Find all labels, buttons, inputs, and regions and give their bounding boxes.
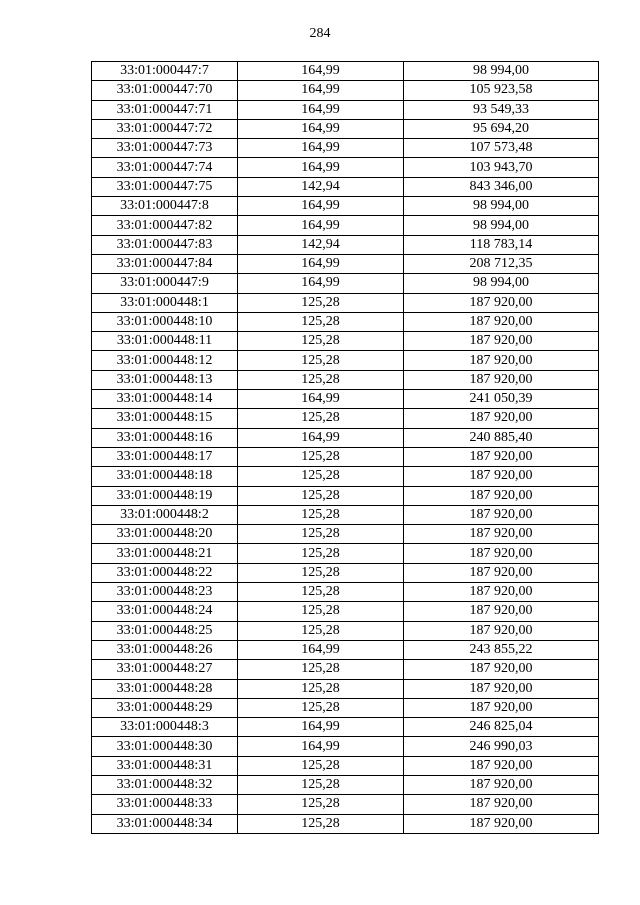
cadastral-number-cell: 33:01:000448:26 <box>92 640 238 659</box>
value-cell: 98 994,00 <box>404 274 599 293</box>
table-row <box>92 254 599 273</box>
value-cell: 187 920,00 <box>404 370 599 389</box>
rate-cell: 125,28 <box>238 660 404 679</box>
rate-cell: 142,94 <box>238 177 404 196</box>
table-row <box>92 216 599 235</box>
value-cell: 187 920,00 <box>404 679 599 698</box>
table-row <box>92 679 599 698</box>
value-cell: 93 549,33 <box>404 100 599 119</box>
table-row <box>92 158 599 177</box>
cadastral-number-cell: 33:01:000448:31 <box>92 756 238 775</box>
value-cell: 187 920,00 <box>404 409 599 428</box>
value-cell: 187 920,00 <box>404 351 599 370</box>
value-cell: 98 994,00 <box>404 197 599 216</box>
cadastral-number-cell: 33:01:000447:72 <box>92 119 238 138</box>
value-cell: 187 920,00 <box>404 795 599 814</box>
rate-cell: 164,99 <box>238 718 404 737</box>
cadastral-number-cell: 33:01:000447:7 <box>92 62 238 81</box>
cadastral-number-cell: 33:01:000448:11 <box>92 332 238 351</box>
value-cell: 187 920,00 <box>404 447 599 466</box>
cadastral-number-cell: 33:01:000448:2 <box>92 505 238 524</box>
value-cell: 843 346,00 <box>404 177 599 196</box>
rate-cell: 125,28 <box>238 332 404 351</box>
value-cell: 187 920,00 <box>404 544 599 563</box>
rate-cell: 125,28 <box>238 795 404 814</box>
cadastral-number-cell: 33:01:000447:73 <box>92 139 238 158</box>
rate-cell: 125,28 <box>238 351 404 370</box>
cadastral-number-cell: 33:01:000448:34 <box>92 814 238 833</box>
table-row <box>92 274 599 293</box>
table-row <box>92 447 599 466</box>
value-cell: 187 920,00 <box>404 332 599 351</box>
rate-cell: 164,99 <box>238 197 404 216</box>
cadastral-number-cell: 33:01:000448:16 <box>92 428 238 447</box>
table-row <box>92 795 599 814</box>
rate-cell: 125,28 <box>238 370 404 389</box>
value-cell: 187 920,00 <box>404 583 599 602</box>
cadastral-number-cell: 33:01:000448:10 <box>92 312 238 331</box>
value-cell: 107 573,48 <box>404 139 599 158</box>
value-cell: 243 855,22 <box>404 640 599 659</box>
cadastral-number-cell: 33:01:000448:30 <box>92 737 238 756</box>
cadastral-number-cell: 33:01:000448:18 <box>92 467 238 486</box>
value-cell: 246 825,04 <box>404 718 599 737</box>
rate-cell: 164,99 <box>238 390 404 409</box>
rate-cell: 164,99 <box>238 119 404 138</box>
cadastral-number-cell: 33:01:000448:21 <box>92 544 238 563</box>
rate-cell: 125,28 <box>238 698 404 717</box>
rate-cell: 125,28 <box>238 602 404 621</box>
value-cell: 187 920,00 <box>404 525 599 544</box>
value-cell: 187 920,00 <box>404 467 599 486</box>
value-cell: 95 694,20 <box>404 119 599 138</box>
rate-cell: 125,28 <box>238 409 404 428</box>
rate-cell: 125,28 <box>238 293 404 312</box>
rate-cell: 164,99 <box>238 139 404 158</box>
value-cell: 187 920,00 <box>404 293 599 312</box>
cadastral-number-cell: 33:01:000448:17 <box>92 447 238 466</box>
cadastral-number-cell: 33:01:000447:8 <box>92 197 238 216</box>
table-row <box>92 467 599 486</box>
cadastral-number-cell: 33:01:000447:9 <box>92 274 238 293</box>
value-cell: 187 920,00 <box>404 660 599 679</box>
cadastral-number-cell: 33:01:000448:14 <box>92 390 238 409</box>
rate-cell: 125,28 <box>238 756 404 775</box>
table-row <box>92 814 599 833</box>
rate-cell: 125,28 <box>238 544 404 563</box>
cadastral-number-cell: 33:01:000447:74 <box>92 158 238 177</box>
table-row <box>92 332 599 351</box>
rate-cell: 125,28 <box>238 447 404 466</box>
value-cell: 187 920,00 <box>404 698 599 717</box>
cadastral-number-cell: 33:01:000448:15 <box>92 409 238 428</box>
table-row <box>92 235 599 254</box>
value-cell: 98 994,00 <box>404 216 599 235</box>
cadastral-number-cell: 33:01:000448:3 <box>92 718 238 737</box>
cadastral-number-cell: 33:01:000448:29 <box>92 698 238 717</box>
table-row <box>92 100 599 119</box>
rate-cell: 164,99 <box>238 274 404 293</box>
cadastral-number-cell: 33:01:000448:33 <box>92 795 238 814</box>
value-cell: 103 943,70 <box>404 158 599 177</box>
table-row <box>92 525 599 544</box>
table-row <box>92 119 599 138</box>
table-row <box>92 177 599 196</box>
table-row <box>92 563 599 582</box>
value-cell: 187 920,00 <box>404 505 599 524</box>
cadastral-number-cell: 33:01:000448:13 <box>92 370 238 389</box>
value-cell: 105 923,58 <box>404 81 599 100</box>
table-row <box>92 698 599 717</box>
cadastral-number-cell: 33:01:000448:12 <box>92 351 238 370</box>
cadastral-number-cell: 33:01:000448:22 <box>92 563 238 582</box>
value-cell: 187 920,00 <box>404 814 599 833</box>
rate-cell: 164,99 <box>238 216 404 235</box>
cadastral-number-cell: 33:01:000448:23 <box>92 583 238 602</box>
rate-cell: 125,28 <box>238 486 404 505</box>
value-cell: 208 712,35 <box>404 254 599 273</box>
cadastral-number-cell: 33:01:000447:82 <box>92 216 238 235</box>
rate-cell: 125,28 <box>238 563 404 582</box>
cadastral-number-cell: 33:01:000448:24 <box>92 602 238 621</box>
table-row <box>92 718 599 737</box>
cadastral-number-cell: 33:01:000448:1 <box>92 293 238 312</box>
table-row <box>92 409 599 428</box>
rate-cell: 142,94 <box>238 235 404 254</box>
cadastral-number-cell: 33:01:000448:25 <box>92 621 238 640</box>
cadastral-number-cell: 33:01:000447:84 <box>92 254 238 273</box>
rate-cell: 164,99 <box>238 81 404 100</box>
table-row <box>92 621 599 640</box>
table-row <box>92 139 599 158</box>
rate-cell: 125,28 <box>238 312 404 331</box>
cadastral-number-cell: 33:01:000447:75 <box>92 177 238 196</box>
value-cell: 118 783,14 <box>404 235 599 254</box>
cadastral-number-cell: 33:01:000447:70 <box>92 81 238 100</box>
rate-cell: 125,28 <box>238 467 404 486</box>
table-row <box>92 351 599 370</box>
table-row <box>92 505 599 524</box>
value-cell: 187 920,00 <box>404 563 599 582</box>
table-body <box>92 62 599 834</box>
data-table <box>91 61 599 834</box>
table-row <box>92 583 599 602</box>
rate-cell: 125,28 <box>238 621 404 640</box>
rate-cell: 125,28 <box>238 505 404 524</box>
table-row <box>92 602 599 621</box>
cadastral-number-cell: 33:01:000448:28 <box>92 679 238 698</box>
cadastral-number-cell: 33:01:000448:19 <box>92 486 238 505</box>
rate-cell: 125,28 <box>238 814 404 833</box>
value-cell: 187 920,00 <box>404 775 599 794</box>
table-row <box>92 737 599 756</box>
value-cell: 187 920,00 <box>404 312 599 331</box>
rate-cell: 164,99 <box>238 640 404 659</box>
table-row <box>92 62 599 81</box>
table-row <box>92 370 599 389</box>
value-cell: 187 920,00 <box>404 756 599 775</box>
rate-cell: 164,99 <box>238 62 404 81</box>
rate-cell: 164,99 <box>238 428 404 447</box>
table-row <box>92 544 599 563</box>
table-row <box>92 312 599 331</box>
rate-cell: 125,28 <box>238 679 404 698</box>
table-row <box>92 660 599 679</box>
cadastral-number-cell: 33:01:000448:27 <box>92 660 238 679</box>
table-row <box>92 775 599 794</box>
table-row <box>92 428 599 447</box>
table-row <box>92 293 599 312</box>
rate-cell: 164,99 <box>238 100 404 119</box>
value-cell: 187 920,00 <box>404 621 599 640</box>
value-cell: 98 994,00 <box>404 62 599 81</box>
rate-cell: 164,99 <box>238 158 404 177</box>
table-row <box>92 81 599 100</box>
rate-cell: 125,28 <box>238 525 404 544</box>
cadastral-number-cell: 33:01:000447:83 <box>92 235 238 254</box>
page-number: 284 <box>309 26 331 41</box>
table-row <box>92 390 599 409</box>
value-cell: 240 885,40 <box>404 428 599 447</box>
value-cell: 246 990,03 <box>404 737 599 756</box>
rate-cell: 125,28 <box>238 775 404 794</box>
rate-cell: 125,28 <box>238 583 404 602</box>
cadastral-number-cell: 33:01:000448:20 <box>92 525 238 544</box>
table-row <box>92 486 599 505</box>
cadastral-number-cell: 33:01:000447:71 <box>92 100 238 119</box>
cadastral-number-cell: 33:01:000448:32 <box>92 775 238 794</box>
value-cell: 187 920,00 <box>404 602 599 621</box>
table-row <box>92 640 599 659</box>
value-cell: 241 050,39 <box>404 390 599 409</box>
table-row <box>92 197 599 216</box>
table-row <box>92 756 599 775</box>
rate-cell: 164,99 <box>238 254 404 273</box>
rate-cell: 164,99 <box>238 737 404 756</box>
value-cell: 187 920,00 <box>404 486 599 505</box>
